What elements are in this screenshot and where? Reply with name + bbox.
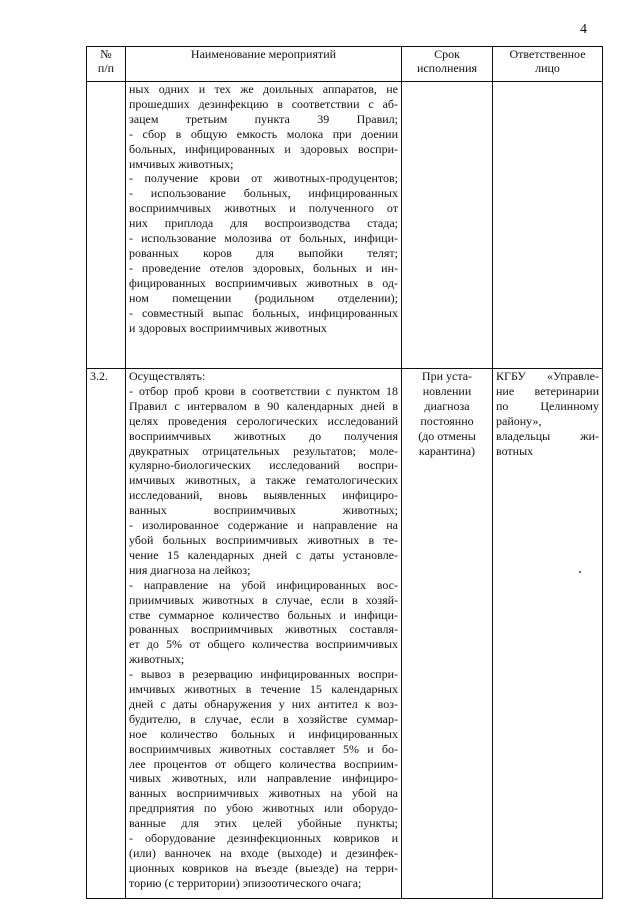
header-num: № п/п — [87, 47, 126, 82]
row-responsible — [493, 82, 603, 369]
text-line: Осуществлять: — [129, 369, 206, 383]
text-line: - отбор проб крови в соответствии с пунктом 18 — [129, 383, 398, 398]
text-line: имчивых животных; — [129, 156, 234, 171]
term-line: карантина) — [418, 443, 476, 458]
text-line: - направление на убой инфицированных вос- — [129, 577, 398, 592]
text-line: (или) ванночек на входе (выходе) и дезинфек- — [129, 846, 398, 860]
text-line: - вывоз в резервацию инфицированных воспри- — [129, 667, 398, 682]
page-number: 4 — [580, 22, 587, 37]
text-line: убой больных восприимчивых животных в те- — [129, 532, 398, 547]
text-line: - использование молозива от больных, инфици- — [129, 231, 398, 246]
text-line: дней с даты обнаружения у них антител к воз- — [129, 696, 398, 711]
header-resp: Ответственное лицо — [493, 47, 603, 82]
table-header-row — [87, 47, 603, 82]
text-line: кулярно-биологических исследований воспри- — [129, 458, 398, 473]
responsible-line: вотных — [496, 443, 534, 458]
row-measures-text — [126, 82, 402, 369]
text-line: стве суммарное количество больных и инфици- — [129, 607, 398, 622]
text-line: них приплода для воспроизводства стада; — [129, 216, 398, 231]
text-line: ет до 5% от общего количества восприимчивых — [129, 637, 398, 652]
header-term: Срок исполнения — [402, 47, 493, 82]
text-line: - сбор в общую емкость молока при доении — [129, 126, 398, 141]
row-responsible — [493, 369, 603, 899]
table-row — [87, 82, 603, 369]
text-line: фицированных восприимчивых животных в од- — [129, 275, 398, 290]
text-line: ных одних и тех же доильных аппаратов, не — [129, 82, 398, 96]
text-line: ционных ковриков на въезде (выезде) на терри- — [129, 860, 398, 875]
text-line: чивых животных, или направление инфициро- — [129, 771, 398, 786]
text-line: животных; — [129, 652, 185, 667]
text-line: лее процентов от общего количества восприим- — [129, 756, 398, 771]
responsible-line: ние ветеринарии — [496, 383, 599, 398]
text-line: двукратных отрицательных результатов; моле- — [129, 443, 398, 458]
row-num — [87, 82, 126, 369]
text-line: предприятия по убою животных или оборудо- — [129, 801, 398, 816]
header-name: Наименование мероприятий — [126, 47, 402, 82]
text-line: ванных восприимчивых животных; — [129, 503, 398, 518]
term-line: (до отмены — [418, 428, 476, 443]
text-line: имчивых животных, а также гематологических — [129, 473, 398, 488]
text-line: зацем третьим пункта 39 Правил; — [129, 111, 398, 126]
text-line: - проведение отелов здоровых, больных и ин- — [129, 260, 398, 275]
text-line: ванных восприимчивых животных на убой на — [129, 786, 398, 801]
responsible-line: владельцы жи- — [496, 428, 599, 443]
text-line: - получение крови от животных-продуцентов; — [129, 171, 398, 186]
text-line: - совместный выпас больных, инфицированных — [129, 305, 398, 320]
text-line: имчивых животных в течение 15 календарных — [129, 682, 398, 697]
text-line: прошедших дезинфекцию в соответствии с аб- — [129, 96, 398, 111]
text-line: больных, инфицированных и здоровых воспри- — [129, 141, 398, 156]
scan-speck — [579, 571, 581, 573]
text-line: исследований, вновь выявленных инфициро- — [129, 488, 398, 503]
term-line: При уста- — [421, 369, 473, 383]
text-line: восприимчивых животных и полученного от — [129, 201, 398, 216]
text-line: будителю, в случае, если в хозяйстве суммар- — [129, 711, 398, 726]
text-line: восприимчивых животных составляет 5% и бо- — [129, 741, 398, 756]
text-line: торию (с территории) эпизоотического очага; — [129, 875, 362, 890]
text-line: ное количество больных и инфицированных — [129, 726, 398, 741]
text-line: рованных коров для выпойки телят; — [129, 245, 398, 260]
responsible-line: КГБУ «Управле- — [496, 369, 599, 383]
table-row — [87, 369, 603, 899]
row-term — [402, 82, 493, 369]
responsible-line: по Целинному — [496, 398, 599, 413]
text-line: рованных восприимчивых животных составля- — [129, 622, 398, 637]
text-line: ном помещении (родильном отделении); — [129, 290, 398, 305]
text-line: чение 15 календарных дней с даты установле- — [129, 547, 398, 562]
text-line: восприимчивых животных до получения — [129, 428, 398, 443]
text-line: ванные для этих целей убойные пункты; — [129, 816, 398, 831]
row-num: 3.2. — [87, 369, 126, 899]
responsible-line: району», — [496, 413, 542, 428]
text-line: целях проведения серологических исследований — [129, 413, 398, 428]
text-line: Правил с интервалом в 90 календарных дней в — [129, 398, 398, 413]
text-line: приимчивых животных в случае, если в хозяй- — [129, 592, 398, 607]
measures-table — [86, 46, 603, 899]
term-line: новлении — [422, 383, 472, 398]
text-line: - оборудование дезинфекционных ковриков и — [129, 831, 398, 846]
row-term — [402, 369, 493, 899]
text-line: ния диагноза на лейкоз; — [129, 562, 251, 577]
text-line: и здоровых восприимчивых животных — [129, 320, 327, 335]
term-line: постоянно — [420, 413, 474, 428]
term-line: диагноза — [424, 398, 470, 413]
text-line: - изолированное содержание и направление на — [129, 518, 398, 533]
row-measures-text — [126, 369, 402, 899]
text-line: - использование больных, инфицированных — [129, 186, 398, 201]
